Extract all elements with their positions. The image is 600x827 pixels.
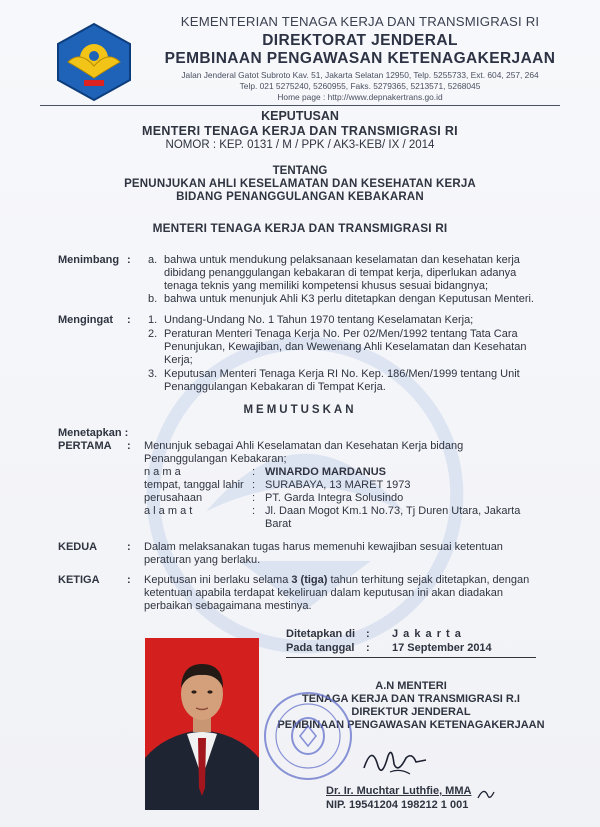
- ketiga-colon: :: [127, 574, 131, 586]
- mengingat-3-1: Keputusan Menteri Tenaga Kerja RI No. Kep. 186/Men/1999 tentang Unit: [164, 368, 520, 380]
- signing-divider: [286, 657, 536, 658]
- ministry-logo: [54, 22, 134, 102]
- decree-type: KEPUTUSAN: [261, 109, 339, 123]
- kedua-colon: :: [127, 541, 131, 553]
- pertama-line-2: Penanggulangan Kebakaran;: [144, 453, 287, 465]
- field-alamat-value-1: Jl. Daan Mogot Km.1 No.73, Tj Duren Utara, Jakarta: [265, 505, 521, 517]
- field-ttl-value: SURABAYA, 13 MARET 1973: [265, 479, 411, 491]
- field-alamat-label: a l a m a t: [144, 505, 193, 517]
- decree-about: TENTANG: [272, 165, 328, 177]
- menimbang-a-3: tenaga teknis yang memiliki kompetensi khusus sesuai bidangnya;: [164, 280, 489, 292]
- division-name: PEMBINAAN PENGAWASAN KETENAGAKERJAAN: [164, 50, 556, 67]
- menimbang-b-marker: b.: [148, 293, 158, 305]
- menimbang-a-1: bahwa untuk mendukung pelaksanaan keselamatan dan kesehatan kerja: [164, 254, 520, 266]
- signed-place-label: Ditetapkan di: [286, 628, 356, 640]
- menimbang-b-1: bahwa untuk menunjuk Ahli K3 perlu ditetapkan dengan Keputusan Menteri.: [164, 293, 534, 305]
- signing-ministry: TENAGA KERJA DAN TRANSMIGRASI R.I: [302, 693, 520, 705]
- signing-position: DIREKTUR JENDERAL: [351, 706, 471, 718]
- handwritten-signature: [360, 738, 430, 784]
- mengingat-3-2: Penanggulangan Kebakaran di Tempat Kerja.: [164, 381, 386, 393]
- kedua-line-2: peraturan yang berlaku.: [144, 554, 261, 566]
- signed-date-value: 17 September 2014: [392, 642, 492, 654]
- ketiga-label: KETIGA: [58, 574, 100, 586]
- field-nama-label: n a m a: [144, 466, 181, 478]
- signed-place-value: J a k a r t a: [392, 628, 462, 640]
- menimbang-a-2: dibidang penanggulangan kebakaran di tempat kerja, diperlukan adanya: [164, 267, 517, 279]
- signed-date-colon: :: [366, 642, 370, 654]
- mengingat-2-marker: 2.: [148, 328, 158, 340]
- mengingat-2-3: Kerja;: [164, 354, 193, 366]
- menimbang-label: Menimbang: [58, 254, 120, 266]
- on-behalf-label: A.N MENTERI: [375, 680, 447, 692]
- ketiga-duration: 3 (tiga): [291, 574, 328, 586]
- pertama-colon: :: [127, 440, 131, 452]
- signer-name: Dr. Ir. Muchtar Luthfie, MMA: [326, 785, 472, 797]
- field-perusahaan-value: PT. Garda Integra Solusindo: [265, 492, 404, 504]
- kedua-label: KEDUA: [58, 541, 98, 553]
- mengingat-2-1: Peraturan Menteri Tenaga Kerja No. Per 02/Men/1992 tentang Tata Cara: [164, 328, 518, 340]
- homepage-line: Home page : http://www.depnakertrans.go.id: [277, 92, 443, 102]
- letterhead-divider: [40, 105, 560, 106]
- ketiga-line-1-post: tahun terhitung sejak ditetapkan, dengan: [327, 574, 530, 586]
- decree-issuer-repeat: MENTERI TENAGA KERJA DAN TRANSMIGRASI RI: [152, 221, 448, 235]
- memutuskan-heading: MEMUTUSKAN: [243, 404, 357, 416]
- field-ttl-colon: :: [252, 479, 256, 491]
- address-line: Jalan Jenderal Gatot Subroto Kav. 51, Jakarta Selatan 12950, Telp. 5255733, Ext. 604, 257, 264: [181, 70, 539, 80]
- ministry-name: KEMENTERIAN TENAGA KERJA DAN TRANSMIGRASI RI: [180, 14, 540, 29]
- signed-date-label: Pada tanggal: [286, 642, 355, 654]
- mengingat-1-marker: 1.: [148, 314, 158, 326]
- menimbang-a-marker: a.: [148, 254, 158, 266]
- mengingat-2-2: Penunjukan, Kewajiban, dan Wewenang Ahli Keselamatan dan Kesehatan: [164, 341, 527, 353]
- mengingat-1: Undang-Undang No. 1 Tahun 1970 tentang Keselamatan Kerja;: [164, 314, 474, 326]
- signer-nip: NIP. 19541204 198212 1 001: [326, 799, 469, 811]
- signed-place-colon: :: [366, 628, 370, 640]
- phone-line: Telp. 021 5275240, 5260955, Faks. 5279365, 5213571, 5268045: [239, 81, 481, 91]
- mengingat-label: Mengingat: [58, 314, 113, 326]
- pertama-label: PERTAMA: [58, 440, 112, 452]
- ketiga-line-1: [144, 574, 554, 587]
- menimbang-colon: :: [127, 254, 131, 266]
- directorate-name: DIREKTORAT JENDERAL: [262, 32, 458, 49]
- signing-division: PEMBINAAN PENGAWASAN KETENAGAKERJAAN: [277, 719, 545, 731]
- ketiga-line-3: perbaikan sebagaimana mestinya.: [144, 600, 312, 612]
- decree-number: NOMOR : KEP. 0131 / M / PPK / AK3-KEB/ IX / 2014: [165, 139, 435, 151]
- decree-subject-1: PENUNJUKAN AHLI KESELAMATAN DAN KESEHATAN KERJA: [124, 178, 476, 190]
- menetapkan-label: Menetapkan :: [58, 427, 129, 439]
- pertama-line-1: Menunjuk sebagai Ahli Keselamatan dan Kesehatan Kerja bidang: [144, 440, 464, 452]
- field-alamat-value-2: Barat: [265, 518, 292, 530]
- field-ttl-label: tempat, tanggal lahir: [144, 479, 244, 491]
- ketiga-line-2: ketentuan apabila terdapat kekeliruan dalam keputusan ini akan diadakan: [144, 587, 503, 599]
- mengingat-colon: :: [127, 314, 131, 326]
- ketiga-line-1-pre: Keputusan ini berlaku selama: [144, 574, 292, 586]
- field-perusahaan-colon: :: [252, 492, 256, 504]
- decree-subject-2: BIDANG PENANGGULANGAN KEBAKARAN: [176, 191, 424, 203]
- field-nama-value: WINARDO MARDANUS: [265, 466, 386, 478]
- mengingat-3-marker: 3.: [148, 368, 158, 380]
- field-nama-colon: :: [252, 466, 256, 478]
- kedua-line-1: Dalam melaksanakan tugas harus memenuhi kewajiban sesuai ketentuan: [144, 541, 503, 553]
- field-perusahaan-label: perusahaan: [144, 492, 203, 504]
- initial-mark: [476, 784, 496, 804]
- official-stamp: [262, 690, 354, 782]
- field-alamat-colon: :: [252, 505, 256, 517]
- holder-photo: [145, 638, 259, 810]
- decree-issuer: MENTERI TENAGA KERJA DAN TRANSMIGRASI RI: [142, 124, 458, 138]
